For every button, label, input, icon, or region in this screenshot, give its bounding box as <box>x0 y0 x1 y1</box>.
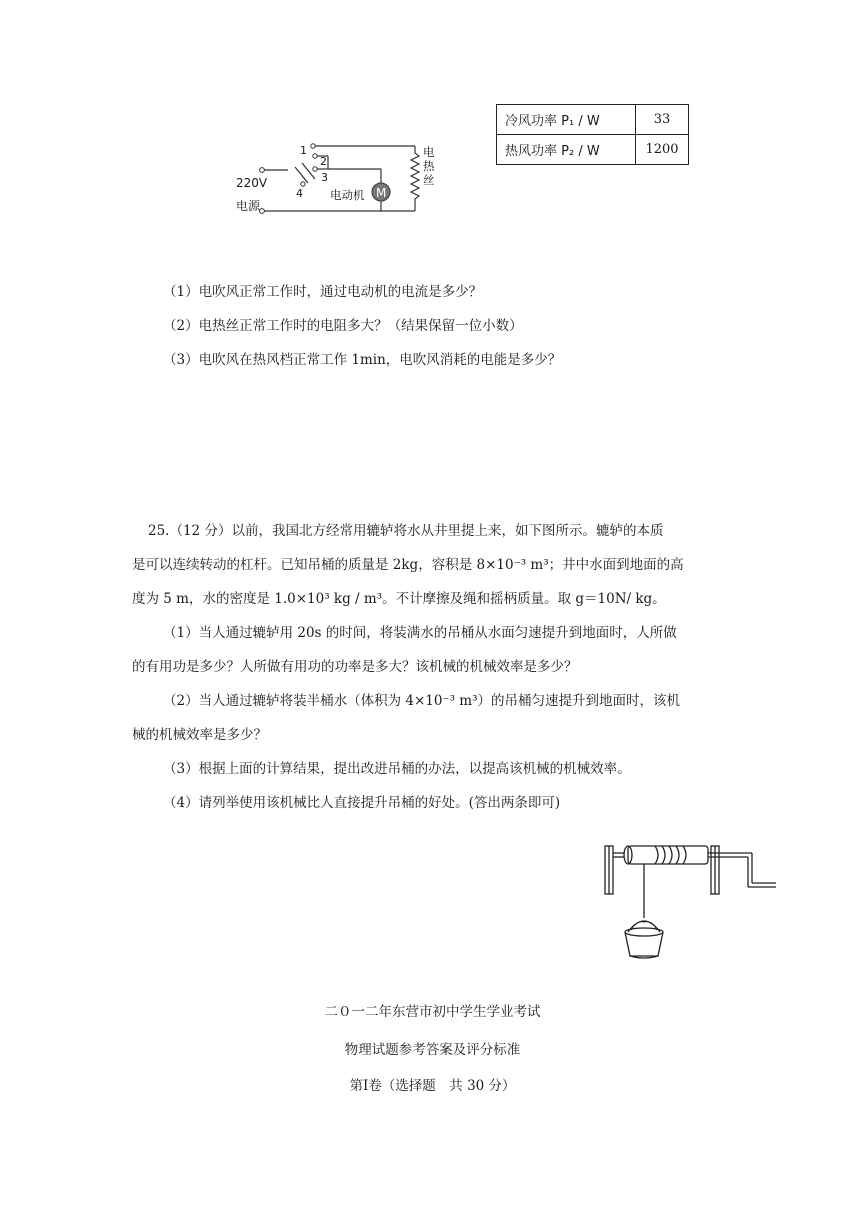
question-25-part-2: （2）当人通过辘轳将装半桶水（体积为 4×10⁻³ m³）的吊桶匀速提升到地面时，该机 <box>163 693 681 709</box>
table-row <box>497 135 689 165</box>
contact-label-3: 3 <box>321 171 328 184</box>
question-25-part-3: （3）根据上面的计算结果，提出改进吊桶的办法，以提高该机械的机械效率。 <box>163 761 631 777</box>
question-25-line-1: 25.（12 分）以前，我国北方经常用辘轳将水从井里提上来，如下图所示。辘轳的本质 <box>148 523 664 539</box>
motor-label: 电动机 <box>330 188 365 202</box>
voltage-label: 220V <box>236 176 268 190</box>
question-25-part-1: （1）当人通过辘轳用 20s 的时间，将装满水的吊桶从水面匀速提升到地面时，人所做 <box>163 625 677 641</box>
answer-key-title: 二０一二年东营市初中学生学业考试 <box>324 1004 541 1020</box>
power-source-label: 电源 <box>236 199 261 213</box>
heater-label: 电热丝 <box>423 145 435 187</box>
question-24-part-3: （3）电吹风在热风档正常工作 1min，电吹风消耗的电能是多少？ <box>163 352 562 368</box>
contact-label-4: 4 <box>296 187 303 200</box>
contact-label-1: 1 <box>300 144 307 157</box>
windlass-illustration <box>600 840 780 965</box>
question-25-line-2: 是可以连续转动的杠杆。已知吊桶的质量是 2kg，容积是 8×10⁻³ m³；井中水面到地面的高 <box>132 557 684 573</box>
question-25-part-1-cont: 的有用功是多少？人所做有用功的功率是多大？该机械的机械效率是多少？ <box>132 659 578 675</box>
table-row <box>497 105 689 135</box>
question-25-part-4: （4）请列举使用该机械比人直接提升吊桶的好处。(答出两条即可) <box>163 795 561 811</box>
question-24-part-2: （2）电热丝正常工作时的电阻多大？（结果保留一位小数） <box>163 318 523 334</box>
motor-symbol: M <box>376 186 387 200</box>
contact-label-2: 2 <box>320 155 327 168</box>
answer-key-subtitle: 物理试题参考答案及评分标准 <box>344 1042 521 1058</box>
answer-key-section: 第Ⅰ卷（选择题 共 30 分） <box>349 1078 516 1094</box>
power-table <box>496 104 689 165</box>
question-25-part-2-cont: 械的机械效率是多少？ <box>132 727 267 743</box>
question-25-line-3: 度为 5 m，水的密度是 1.0×10³ kg / m³。不计摩擦及绳和摇柄质量。取 g＝10N/ kg。 <box>132 591 666 607</box>
table-cell-value: 1200 <box>636 135 689 165</box>
table-cell-label: 冷风功率 P₁ / W <box>497 105 636 135</box>
question-24-part-1: （1）电吹风正常工作时，通过电动机的电流是多少？ <box>163 284 483 300</box>
table-cell-value: 33 <box>636 105 689 135</box>
table-cell-label: 热风功率 P₂ / W <box>497 135 636 165</box>
